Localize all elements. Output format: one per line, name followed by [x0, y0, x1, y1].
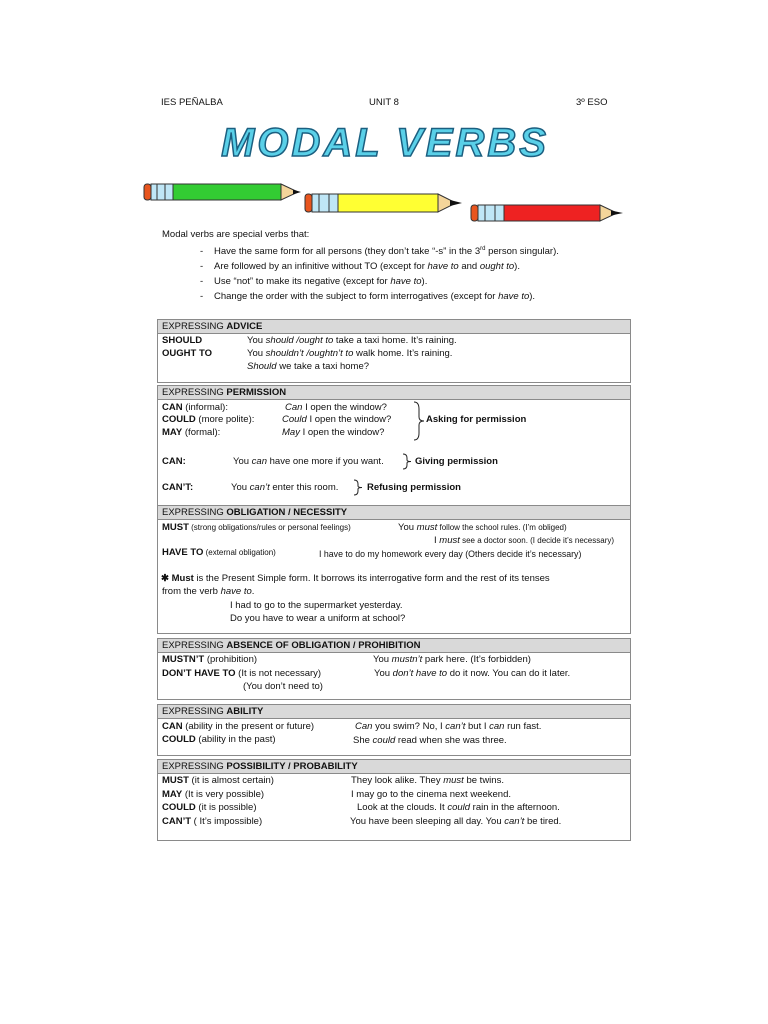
example-sentence: I may go to the cinema next weekend. — [351, 789, 512, 800]
permission-section — [157, 385, 631, 506]
text-line: COULD (it is possible) — [162, 802, 257, 813]
text-line: Asking for permission — [426, 414, 527, 425]
text-line — [162, 335, 202, 347]
text-line: from the verb have to. — [162, 586, 255, 597]
example-sentence: Could I open the window? — [282, 414, 392, 425]
text-line: MUSTN’T (prohibition) — [162, 654, 258, 665]
example-sentence: Can you swim? No, I can’t but I can run fast. — [355, 721, 542, 732]
example-sentence: You have been sleeping all day. You can’t be tired. — [350, 816, 562, 827]
intro-lead: Modal verbs are special verbs that: — [162, 229, 310, 240]
section-heading: EXPRESSING POSSIBILITY / PROBABILITY — [158, 760, 630, 774]
intro-bullet: - Use “not” to make its negative (except for have to). — [200, 276, 428, 288]
yellow-pencil-icon — [304, 191, 464, 215]
text-line: (You don’t need to) — [243, 681, 323, 692]
example-sentence: You don’t have to do it now. You can do it later. — [374, 668, 571, 679]
modal-label: SHOULD — [162, 335, 203, 346]
brace-icon — [402, 453, 412, 470]
text-line: CAN (informal): — [162, 402, 228, 413]
red-pencil-icon — [470, 202, 625, 224]
example-sentence: You must follow the school rules. (I’m obliged) — [398, 522, 567, 533]
example-sentence: You shouldn’t /oughtn’t to walk home. It’s raining. — [247, 348, 453, 359]
green-pencil-icon — [143, 181, 303, 203]
brace-icon — [413, 401, 425, 441]
ability-section — [157, 704, 631, 756]
example-sentence: I had to go to the supermarket yesterday. — [230, 600, 403, 611]
intro-section — [162, 227, 632, 304]
text-line: CAN: — [162, 456, 186, 467]
text-line: MUST (it is almost certain) — [162, 775, 274, 786]
advice-section — [157, 319, 631, 383]
text-line — [162, 348, 212, 360]
intro-bullet: - Are followed by an infinitive without TO (except for have to and ought to). — [200, 261, 520, 273]
example-sentence: You can have one more if you want. — [233, 456, 384, 467]
example-sentence: She could read when she was three. — [353, 735, 507, 746]
possibility-section — [157, 759, 631, 841]
example-sentence: I must see a doctor soon. (I decide it’s necessary) — [434, 535, 615, 546]
brace-icon — [353, 479, 363, 496]
text-line: COULD (more polite): — [162, 414, 255, 425]
example-sentence: May I open the window? — [282, 427, 385, 438]
text-line: CAN (ability in the present or future) — [162, 721, 315, 732]
section-heading: EXPRESSING ABSENCE OF OBLIGATION / PROHIBITION — [158, 639, 630, 653]
unit-label: UNIT 8 — [369, 97, 399, 108]
absence-of-obligation-section — [157, 638, 631, 700]
section-heading: EXPRESSING PERMISSION — [158, 386, 630, 400]
section-heading: EXPRESSING ABILITY — [158, 705, 630, 719]
text-line: COULD (ability in the past) — [162, 734, 276, 745]
star-icon: ✱ — [161, 573, 169, 584]
example-sentence: You should /ought to take a taxi home. It’s raining. — [247, 335, 457, 346]
text-line: CAN’T ( It’s impossible) — [162, 816, 263, 827]
example-sentence: Can I open the window? — [285, 402, 387, 413]
modal-label: OUGHT TO — [162, 348, 212, 359]
example-sentence: Should we take a taxi home? — [247, 361, 370, 372]
example-sentence: They look alike. They must be twins. — [351, 775, 504, 786]
section-heading: EXPRESSING ADVICE — [158, 320, 630, 334]
text-line: MUST (strong obligations/rules or personal feelings) — [162, 522, 351, 533]
modal-verbs-title — [175, 120, 595, 164]
title-text: MODAL VERBS — [221, 121, 549, 164]
school-name: IES PEÑALBA — [161, 97, 223, 108]
intro-bullet: - Have the same form for all persons (they don’t take “-s” in the 3rd person singular). — [200, 246, 559, 258]
section-heading: EXPRESSING OBLIGATION / NECESSITY — [158, 506, 630, 520]
text-line: Refusing permission — [367, 482, 461, 493]
text-line: MAY (formal): — [162, 427, 221, 438]
obligation-section — [157, 505, 631, 634]
example-sentence: Look at the clouds. It could rain in the afternoon. — [357, 802, 560, 813]
text-line: DON’T HAVE TO (It is not necessary) — [162, 668, 322, 679]
example-sentence: Do you have to wear a uniform at school? — [230, 613, 406, 624]
example-sentence: You can’t enter this room. — [231, 482, 339, 493]
text-line: CAN’T: — [162, 482, 194, 493]
intro-bullet: - Change the order with the subject to form interrogatives (except for have to). — [200, 291, 536, 303]
text-line: MAY (It is very possible) — [162, 789, 265, 800]
text-line: Giving permission — [415, 456, 498, 467]
example-sentence: I have to do my homework every day (Others decide it’s necessary) — [319, 549, 582, 559]
level-label: 3º ESO — [576, 97, 608, 108]
example-sentence: You mustn’t park here. (It’s forbidden) — [373, 654, 531, 665]
text-line: HAVE TO (external obligation) — [162, 547, 276, 558]
grammar-note: ✱ Must is the Present Simple form. It borrows its interrogative form and the rest of its tenses — [161, 573, 550, 584]
